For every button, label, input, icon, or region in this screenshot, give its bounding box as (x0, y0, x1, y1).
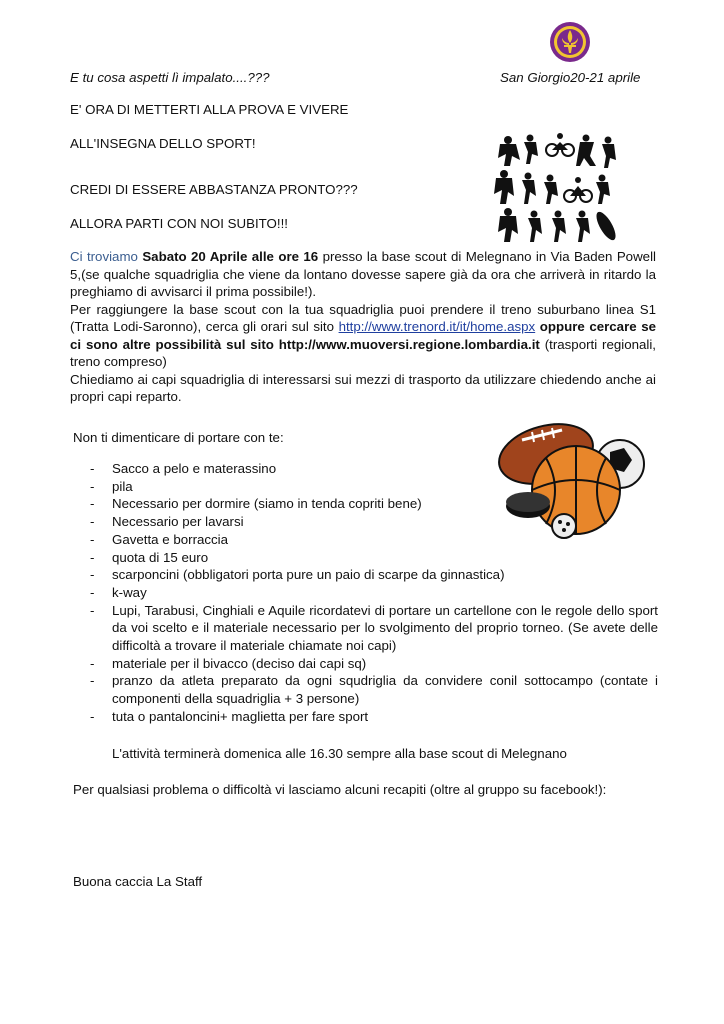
list-item-text: tuta o pantaloncini+ maglietta per fare sport (112, 708, 369, 724)
list-item-text: Sacco a pelo e materassino (112, 461, 277, 476)
list-item (90, 584, 658, 602)
list-item-text: Gavetta e borraccia (112, 531, 229, 547)
bring-title: Non ti dimenticare di portare con te: (73, 430, 284, 445)
list-item (90, 513, 658, 531)
end-note: L'attività terminerà domenica alle 16.30 sempre alla base scout di Melegnano (112, 746, 567, 761)
list-dash: - (90, 567, 95, 583)
list-dash: - (90, 496, 95, 512)
bring-list (90, 460, 658, 726)
header-event-date: San Giorgio20-21 aprile (500, 70, 641, 85)
list-item (90, 655, 658, 673)
sports-silhouettes-image (490, 130, 620, 245)
heading-2: ALL'INSEGNA DELLO SPORT! (70, 136, 256, 151)
trasporti-text: (trasporti regionali, treno compreso) (70, 336, 656, 369)
list-item-text: scarponcini (obbligatori porta pure un paio di scarpe da ginnastica) (112, 567, 505, 583)
list-dash: - (90, 584, 95, 600)
list-item-text: k-way (112, 584, 147, 600)
list-dash: - (90, 673, 95, 689)
intro-prefix: Ci troviamo (70, 249, 143, 264)
list-dash: - (90, 655, 95, 671)
list-dash: - (90, 708, 95, 724)
list-item (90, 602, 658, 655)
list-dash: - (90, 514, 95, 530)
list-dash: - (90, 531, 95, 547)
list-item (90, 495, 658, 513)
list-item-text: pranzo da atleta preparato da ogni squdriglia da convidere conil sottocampo (contate i componenti della squadriglia + 3 persone) (112, 673, 658, 707)
list-dash: - (90, 549, 95, 565)
scout-fleur-de-lis-logo (548, 20, 592, 64)
meeting-info (70, 248, 656, 301)
heading-3: CREDI DI ESSERE ABBASTANZA PRONTO??? (70, 182, 358, 197)
trenord-link[interactable]: http://www.trenord.it/it/home.aspx (338, 319, 536, 334)
list-item (90, 549, 658, 567)
train-info (70, 301, 656, 371)
signature: Buona caccia La Staff (73, 874, 203, 889)
list-item-text: Necessario per lavarsi (112, 514, 244, 530)
heading-1: E' ORA DI METTERTI ALLA PROVA E VIVERE (70, 102, 349, 117)
list-dash: - (90, 478, 95, 494)
contacts-text: Per qualsiasi problema o difficoltà vi lasciamo alcuni recapiti (oltre al gruppo su facebook!): (73, 782, 607, 797)
muoversi-text: oppure cercare se ci sono altre possibilità sul sito http://www.muoversi.regione.lombardia.it (70, 319, 656, 352)
list-item-text: Necessario per dormire (siamo in tenda copriti bene) (112, 496, 422, 512)
list-item (90, 478, 658, 496)
list-item-text: pila (112, 478, 133, 494)
meeting-location: presso la base scout di Melegnano in Via Baden Powell 5,(se qualche squadriglia che viene da lontano dovesse sapere già da ora che arriverà in ritardo la preghiamo di avvisarci il prima possibile!). (70, 249, 656, 299)
list-item (90, 566, 658, 584)
list-item-text: materiale per il bivacco (deciso dai capi sq) (112, 655, 367, 671)
list-item (90, 672, 658, 707)
list-item (90, 460, 658, 478)
list-item (90, 708, 658, 726)
list-dash: - (90, 602, 95, 618)
list-item (90, 531, 658, 549)
chiediamo-text: Chiediamo ai capi squadriglia di interessarsi sui mezzi di trasporto da utilizzare chiedendo anche ai propri capi reparto. (70, 371, 656, 404)
list-dash: - (90, 461, 95, 476)
list-item-text: quota di 15 euro (112, 549, 209, 565)
train-text: Per raggiungere la base scout con la tua squadriglia puoi prendere il treno suburbano linea S1 (Tratta Lodi-Saronno), cerca gli orari sul sito (70, 301, 656, 334)
meeting-date: Sabato 20 Aprile alle ore 16 (142, 249, 319, 264)
header-tagline: E tu cosa aspetti lì impalato....??? (70, 70, 270, 85)
list-item-text: Lupi, Tarabusi, Cinghiali e Aquile ricordatevi di portare un cartellone con le regole dello sport da voi scelto e il materiale necessario per lo svolgimento del proprio torneo. (Se avete delle difficoltà a trovare il materiale chiamate noi capi) (112, 602, 658, 654)
info-paragraph (70, 248, 656, 406)
heading-4: ALLORA PARTI CON NOI SUBITO!!! (70, 216, 288, 231)
